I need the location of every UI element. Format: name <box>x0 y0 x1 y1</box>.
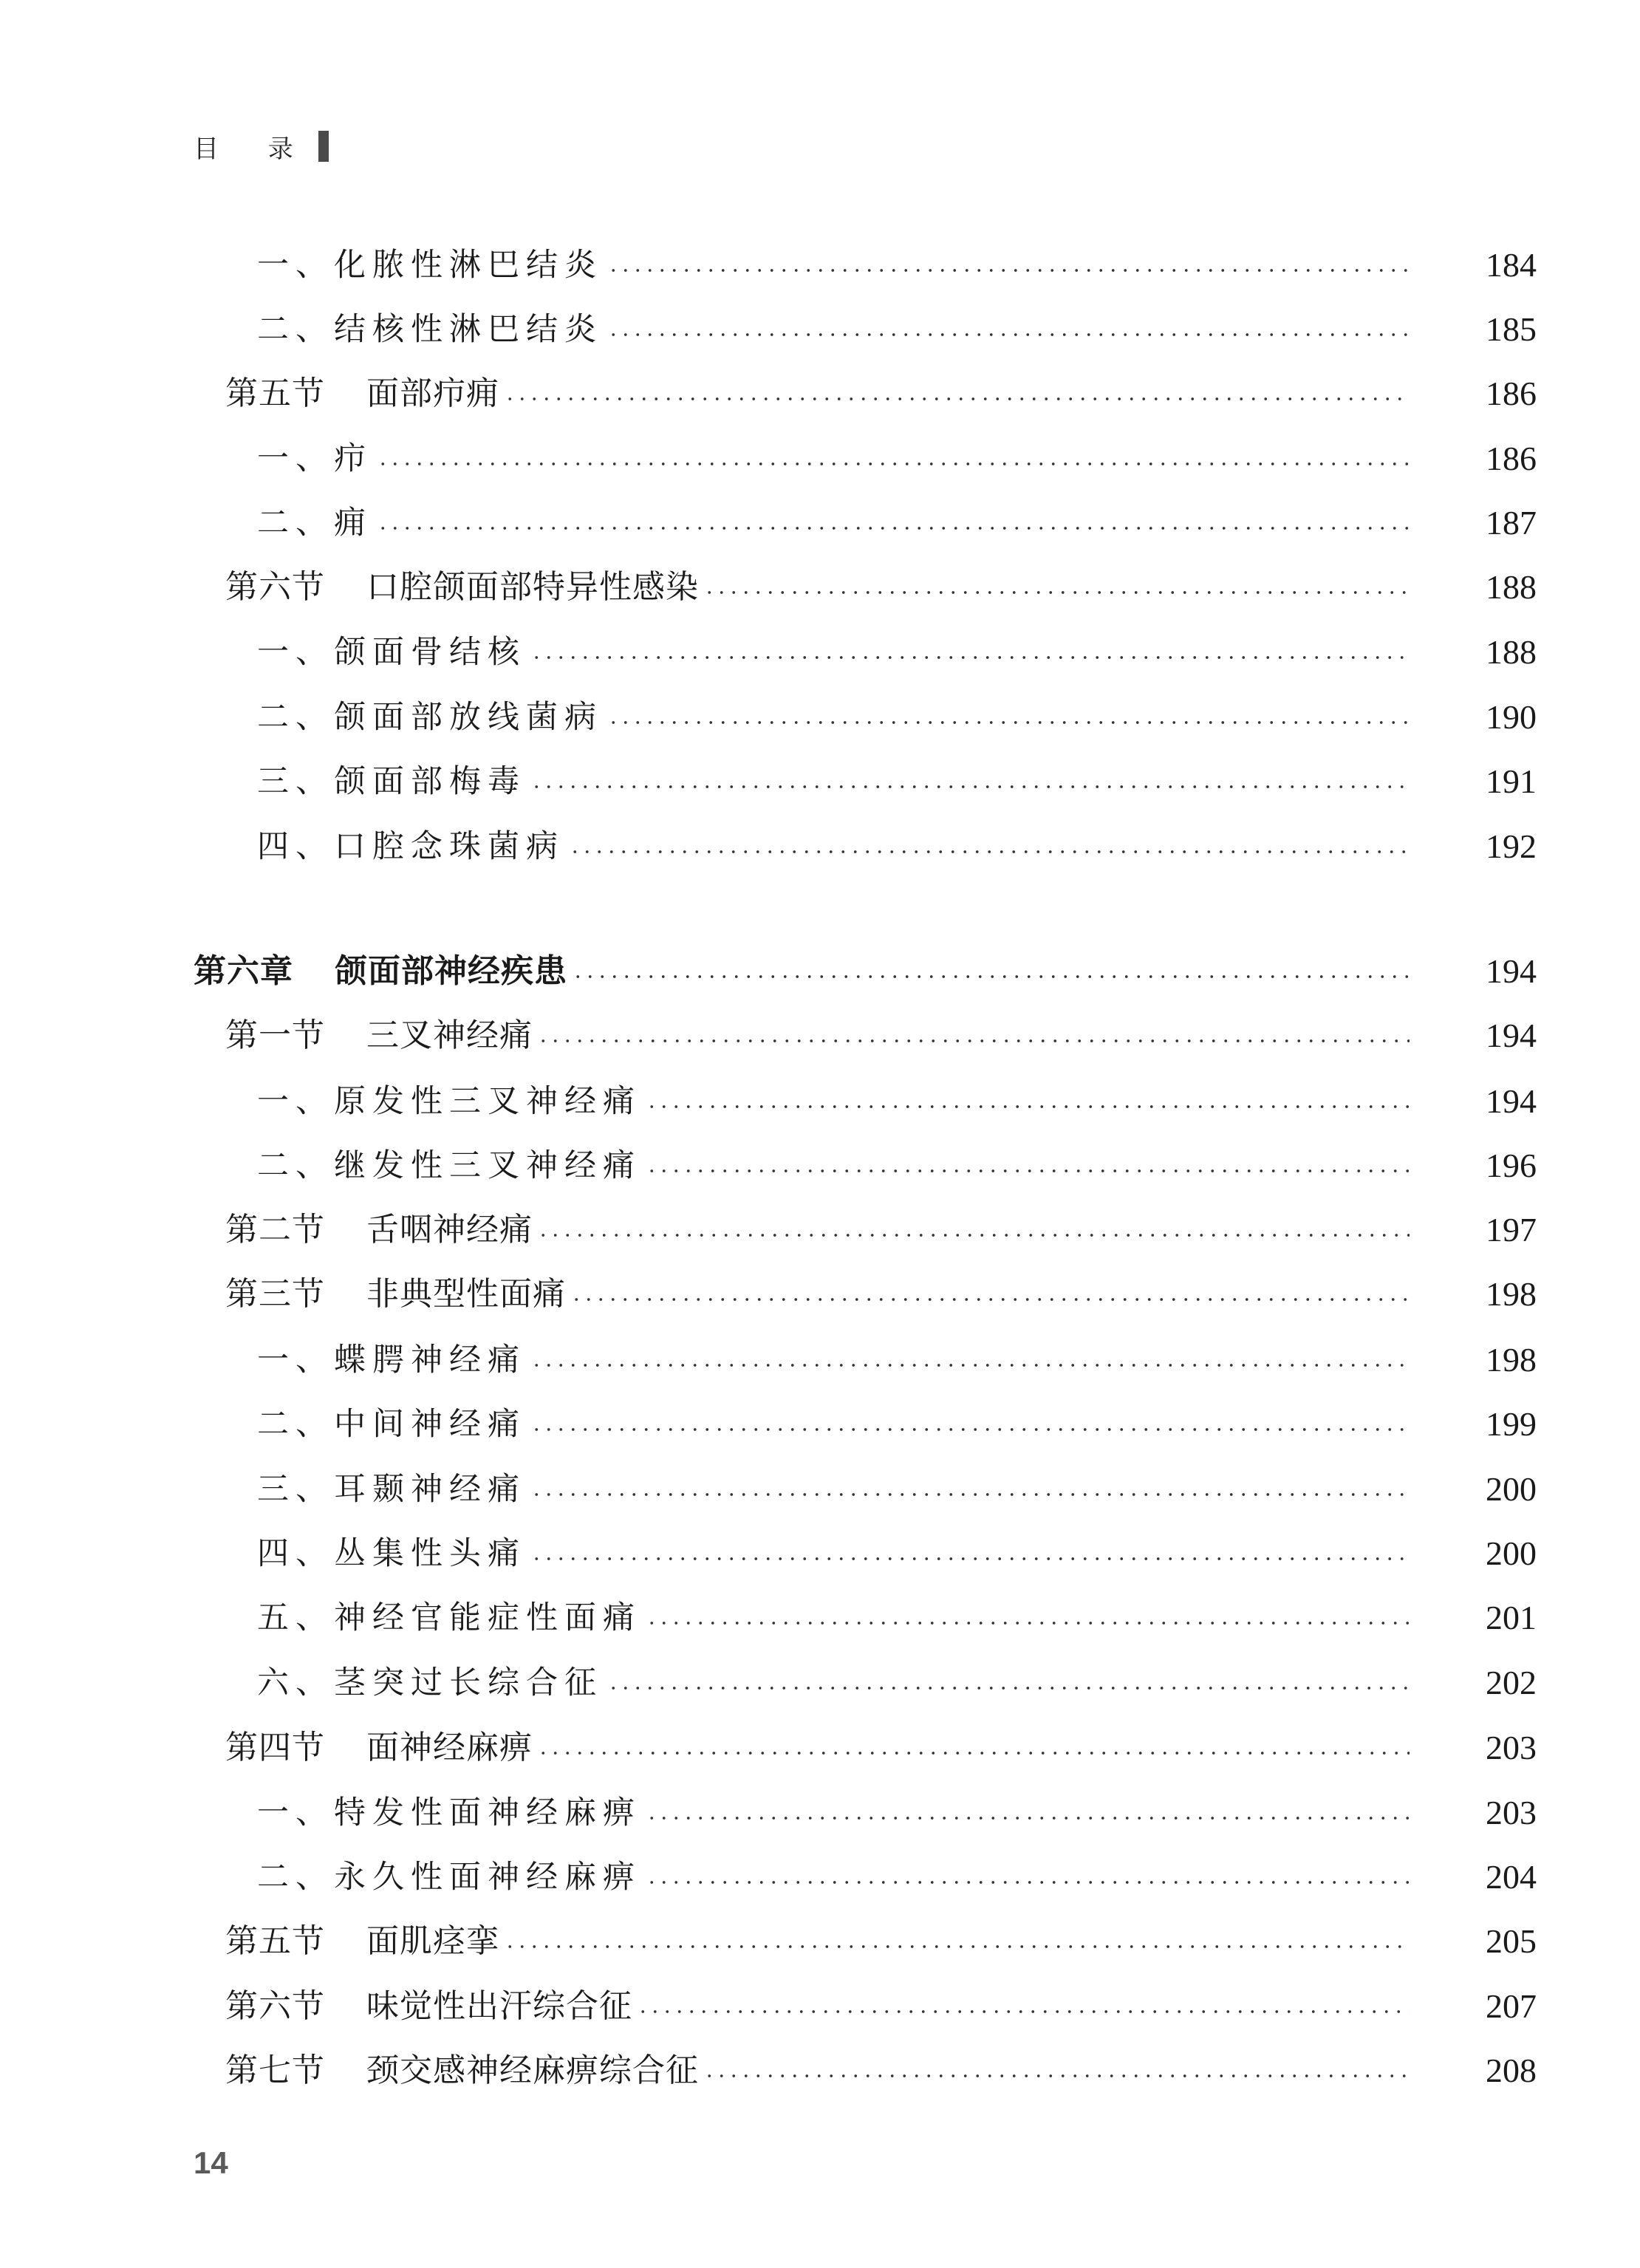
toc-page-number: 184 <box>1486 246 1537 284</box>
dot-leader <box>570 1297 1410 1302</box>
toc-entry-title: 一、蝶腭神经痛 <box>257 1342 526 1379</box>
toc-entry-title: 三、耳颞神经痛 <box>257 1471 526 1508</box>
toc-entry-item[interactable] <box>257 1787 1537 1839</box>
toc-page-number: 201 <box>1486 1599 1537 1636</box>
toc-page-number: 186 <box>1486 440 1537 477</box>
toc-page-number: 194 <box>1486 952 1537 990</box>
section-title: 三叉神经痛 <box>366 1017 533 1054</box>
toc-entry-heading <box>225 561 699 613</box>
toc-page-number: 194 <box>1486 1082 1537 1120</box>
toc-entry-heading <box>225 1916 499 1967</box>
toc-entry-title: 二、中间神经痛 <box>257 1406 526 1443</box>
toc-entry-heading <box>225 368 499 420</box>
header-title: 目 录 <box>194 134 314 164</box>
dot-leader <box>377 526 1410 530</box>
toc-entry-title: 一、疖 <box>257 440 372 477</box>
section-number: 第一节 <box>225 1017 325 1054</box>
toc-page-number: 202 <box>1486 1664 1537 1701</box>
section-title: 口腔颌面部特异性感染 <box>366 568 699 606</box>
toc-entry-item[interactable] <box>257 239 1537 291</box>
toc-entry-item[interactable] <box>257 1851 1537 1903</box>
toc-entry-title: 六、茎突过长综合征 <box>257 1664 603 1701</box>
toc-page-number: 200 <box>1486 1534 1537 1572</box>
toc-entry-item[interactable] <box>257 1334 1537 1386</box>
toc-entry-heading <box>225 1204 533 1256</box>
toc-page-number: 186 <box>1486 375 1537 412</box>
section-number: 第六节 <box>225 1987 325 2025</box>
section-number: 第五节 <box>225 375 325 412</box>
dot-leader <box>530 1427 1410 1432</box>
page-number: 14 <box>194 2145 228 2180</box>
toc-entry-item[interactable] <box>257 1140 1537 1192</box>
toc-page-number: 205 <box>1486 1922 1537 1960</box>
dot-leader <box>646 1880 1410 1885</box>
toc-entry-section[interactable] <box>225 2045 1537 2097</box>
dot-leader <box>537 1039 1410 1043</box>
toc-page-number: 207 <box>1486 1987 1537 2025</box>
toc-entry-title: 五、神经官能症性面痛 <box>257 1599 641 1636</box>
toc-entry-heading <box>225 1010 533 1062</box>
toc-entry-section[interactable] <box>225 1204 1537 1256</box>
toc-entry-title: 一、特发性面神经麻痹 <box>257 1794 641 1831</box>
section-number: 第六节 <box>225 568 325 606</box>
chapter-number: 第六章 <box>194 952 293 990</box>
toc-page-number: 198 <box>1486 1341 1537 1379</box>
dot-leader <box>530 655 1410 660</box>
dot-leader <box>637 2009 1410 2014</box>
toc-entry-title: 四、丛集性头痛 <box>257 1535 526 1572</box>
toc-entry-item[interactable] <box>257 691 1537 743</box>
toc-page-number: 190 <box>1486 698 1537 736</box>
toc-entry-title: 二、颌面部放线菌病 <box>257 699 603 736</box>
section-title: 味觉性出汗综合征 <box>366 1987 632 2025</box>
toc-page-number: 198 <box>1486 1275 1537 1313</box>
toc-page-number: 192 <box>1486 827 1537 865</box>
toc-entry-section[interactable] <box>225 1010 1537 1062</box>
toc-entry-section[interactable] <box>225 1722 1537 1774</box>
toc-page-number: 187 <box>1486 504 1537 542</box>
toc-entry-item[interactable] <box>257 756 1537 807</box>
toc-entry-section[interactable] <box>225 1268 1537 1320</box>
toc-page-number: 197 <box>1486 1211 1537 1249</box>
toc-entry-title: 一、原发性三叉神经痛 <box>257 1083 641 1120</box>
section-title: 面部疖痈 <box>366 375 499 412</box>
toc-entry-heading <box>225 1268 566 1320</box>
dot-leader <box>530 1363 1410 1367</box>
toc-entry-chapter[interactable] <box>194 946 1537 997</box>
toc-entry-title: 一、化脓性淋巴结炎 <box>257 247 603 284</box>
toc-entry-heading <box>225 1981 632 2032</box>
dot-leader <box>607 268 1410 273</box>
dot-leader <box>607 720 1410 725</box>
toc-entry-item[interactable] <box>257 497 1537 549</box>
section-title: 舌咽神经痛 <box>366 1211 533 1249</box>
dot-leader <box>646 1816 1410 1820</box>
toc-page-number: 204 <box>1486 1858 1537 1896</box>
toc-entry-heading <box>225 1722 533 1774</box>
dot-leader <box>646 1104 1410 1109</box>
section-number: 第三节 <box>225 1275 325 1313</box>
toc-entry-item[interactable] <box>257 1398 1537 1450</box>
dot-leader <box>572 974 1410 979</box>
toc-entry-item[interactable] <box>257 1076 1537 1127</box>
toc-entry-item[interactable] <box>257 1463 1537 1515</box>
toc-entry-section[interactable] <box>225 368 1537 420</box>
dot-leader <box>646 1621 1410 1625</box>
dot-leader <box>530 1492 1410 1497</box>
toc-page-number: 196 <box>1486 1147 1537 1184</box>
toc-entry-heading <box>194 946 567 997</box>
toc-entry-section[interactable] <box>225 561 1537 613</box>
toc-entry-section[interactable] <box>225 1981 1537 2032</box>
toc-entry-title: 一、颌面骨结核 <box>257 634 526 671</box>
toc-page-number: 203 <box>1486 1794 1537 1831</box>
toc-page-number: 200 <box>1486 1470 1537 1508</box>
toc-page-number: 199 <box>1486 1405 1537 1443</box>
toc-page-number: 194 <box>1486 1017 1537 1054</box>
dot-leader <box>504 1944 1410 1949</box>
toc-entry-title: 二、永久性面神经麻痹 <box>257 1859 641 1896</box>
dot-leader <box>703 2074 1410 2078</box>
section-number: 第五节 <box>225 1922 325 1960</box>
section-title: 颈交感神经麻痹综合征 <box>366 2052 699 2089</box>
dot-leader <box>537 1751 1410 1755</box>
toc-entry-item[interactable] <box>257 626 1537 678</box>
section-title: 面神经麻痹 <box>366 1729 533 1766</box>
section-number: 第七节 <box>225 2052 325 2089</box>
toc-page-number: 203 <box>1486 1729 1537 1766</box>
dot-leader <box>530 785 1410 789</box>
toc-entry-title: 三、颌面部梅毒 <box>257 763 526 800</box>
dot-leader <box>377 462 1410 466</box>
dot-leader <box>537 1233 1410 1237</box>
section-title: 面肌痉挛 <box>366 1922 499 1960</box>
toc-entry-item[interactable] <box>257 433 1537 485</box>
dot-leader <box>607 1686 1410 1690</box>
section-number: 第四节 <box>225 1729 325 1766</box>
toc-page-number: 191 <box>1486 762 1537 800</box>
toc-page-number: 208 <box>1486 2052 1537 2089</box>
toc-entry-title: 二、结核性淋巴结炎 <box>257 311 603 348</box>
toc-page-number: 188 <box>1486 568 1537 606</box>
toc-entry-item[interactable] <box>257 304 1537 355</box>
dot-leader <box>504 397 1410 401</box>
dot-leader <box>607 332 1410 337</box>
toc-entry-item[interactable] <box>257 1592 1537 1644</box>
toc-entry-item[interactable] <box>257 821 1537 872</box>
dot-leader <box>569 850 1410 854</box>
toc-entry-item[interactable] <box>257 1657 1537 1709</box>
toc-entry-section[interactable] <box>225 1916 1537 1967</box>
toc-entry-title: 四、口腔念珠菌病 <box>257 828 564 865</box>
toc-entry-heading <box>225 2045 699 2097</box>
section-number: 第二节 <box>225 1211 325 1249</box>
toc-page-number: 185 <box>1486 310 1537 348</box>
chapter-title: 颌面部神经疾患 <box>335 952 567 990</box>
toc-entry-title: 二、痈 <box>257 505 372 542</box>
dot-leader <box>703 590 1410 595</box>
section-title: 非典型性面痛 <box>366 1275 566 1313</box>
dot-leader <box>646 1169 1410 1173</box>
toc-entry-item[interactable] <box>257 1528 1537 1579</box>
toc-page-number: 188 <box>1486 633 1537 671</box>
toc-entry-title: 二、继发性三叉神经痛 <box>257 1147 641 1184</box>
dot-leader <box>530 1557 1410 1561</box>
